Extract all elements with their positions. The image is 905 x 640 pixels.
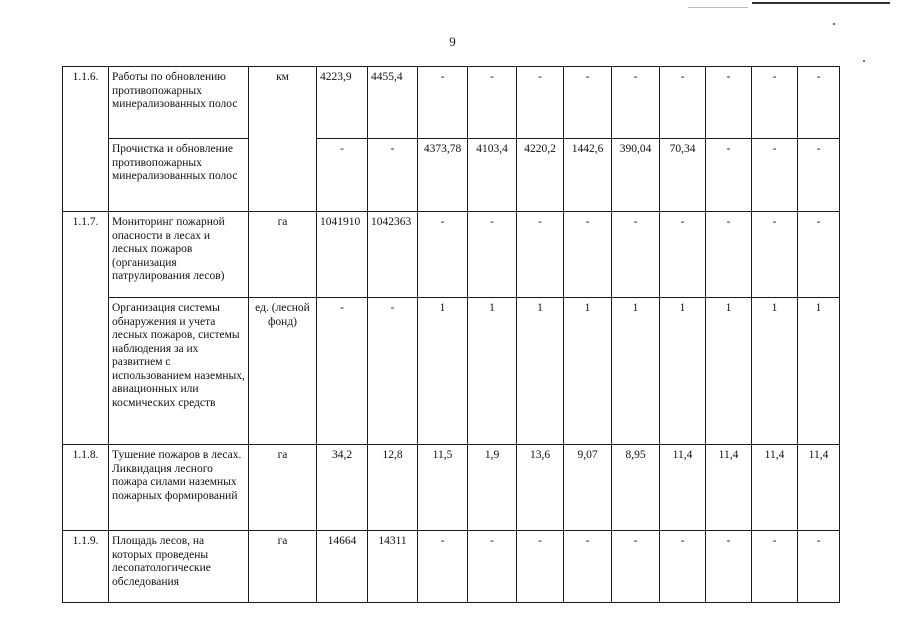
row-number: 1.1.8. — [63, 445, 109, 531]
value-cell: - — [752, 67, 798, 139]
value-cell: - — [660, 531, 706, 603]
value-cell: 14664 — [317, 531, 368, 603]
value-cell: 1 — [517, 298, 564, 445]
row-unit: га — [249, 212, 317, 298]
value-cell: 1 — [612, 298, 660, 445]
row-description: Работы по обновлению противопожарных минерализованных полос — [109, 67, 249, 139]
value-cell: 34,2 — [317, 445, 368, 531]
row-number: 1.1.6. — [63, 67, 109, 212]
value-cell: - — [706, 67, 752, 139]
value-cell: - — [517, 531, 564, 603]
row-unit: га — [249, 445, 317, 531]
value-cell: - — [468, 67, 517, 139]
value-cell: - — [660, 67, 706, 139]
value-cell: - — [660, 212, 706, 298]
value-cell: - — [317, 298, 368, 445]
value-cell: - — [706, 139, 752, 212]
value-cell: 4455,4 — [368, 67, 418, 139]
row-number: 1.1.9. — [63, 531, 109, 603]
value-cell: 8,95 — [612, 445, 660, 531]
value-cell: 1 — [468, 298, 517, 445]
row-description: Организация системы обнаружения и учета лесных пожаров, системы наблюдения за их развитием с использованием наземных, авиационных или космических средств — [109, 298, 249, 445]
row-description: Тушение пожаров в лесах. Ликвидация лесного пожара силами наземных пожарных формирований — [109, 445, 249, 531]
value-cell: 11,5 — [418, 445, 468, 531]
value-cell: 1442,6 — [564, 139, 612, 212]
value-cell: 1 — [798, 298, 840, 445]
value-cell: - — [418, 531, 468, 603]
value-cell: - — [468, 212, 517, 298]
value-cell: 1 — [418, 298, 468, 445]
value-cell: 4223,9 — [317, 67, 368, 139]
value-cell: 9,07 — [564, 445, 612, 531]
value-cell: - — [317, 139, 368, 212]
value-cell: 12,8 — [368, 445, 418, 531]
value-cell: 1042363 — [368, 212, 418, 298]
plan-table — [62, 66, 840, 603]
value-cell: - — [564, 67, 612, 139]
value-cell: 4373,78 — [418, 139, 468, 212]
value-cell: - — [418, 212, 468, 298]
value-cell: 4220,2 — [517, 139, 564, 212]
value-cell: - — [517, 212, 564, 298]
value-cell: 14311 — [368, 531, 418, 603]
table-row — [63, 139, 840, 212]
table-row — [63, 445, 840, 531]
value-cell: 13,6 — [517, 445, 564, 531]
value-cell: 4103,4 — [468, 139, 517, 212]
table-row — [63, 531, 840, 603]
value-cell: - — [752, 531, 798, 603]
value-cell: - — [752, 139, 798, 212]
value-cell: 11,4 — [798, 445, 840, 531]
value-cell: 390,04 — [612, 139, 660, 212]
value-cell: 1 — [706, 298, 752, 445]
value-cell: - — [612, 212, 660, 298]
row-unit: га — [249, 531, 317, 603]
value-cell: - — [706, 212, 752, 298]
scan-speck — [833, 23, 835, 25]
value-cell: - — [798, 67, 840, 139]
value-cell: - — [798, 531, 840, 603]
scan-speck — [863, 60, 865, 62]
value-cell: - — [564, 531, 612, 603]
row-number: 1.1.7. — [63, 212, 109, 445]
value-cell: - — [418, 67, 468, 139]
value-cell: 70,34 — [660, 139, 706, 212]
value-cell: - — [706, 531, 752, 603]
value-cell: - — [612, 67, 660, 139]
value-cell: 1 — [752, 298, 798, 445]
value-cell: - — [752, 212, 798, 298]
value-cell: 1,9 — [468, 445, 517, 531]
value-cell: - — [798, 212, 840, 298]
row-description: Мониторинг пожарной опасности в лесах и лесных пожаров (организация патрулирования лесов) — [109, 212, 249, 298]
value-cell: - — [798, 139, 840, 212]
value-cell: - — [612, 531, 660, 603]
value-cell: 11,4 — [752, 445, 798, 531]
value-cell: 1 — [660, 298, 706, 445]
table-row — [63, 298, 840, 445]
page-number: 9 — [449, 34, 456, 49]
scan-top-rule-faint — [688, 7, 748, 8]
row-description: Площадь лесов, на которых проведены лесопатологические обследования — [109, 531, 249, 603]
value-cell: 11,4 — [660, 445, 706, 531]
value-cell: - — [564, 212, 612, 298]
scan-top-rule — [752, 2, 890, 4]
value-cell: 11,4 — [706, 445, 752, 531]
value-cell: 1041910 — [317, 212, 368, 298]
table-row — [63, 67, 840, 139]
value-cell: - — [517, 67, 564, 139]
value-cell: - — [368, 298, 418, 445]
row-unit: ед. (лесной фонд) — [249, 298, 317, 445]
value-cell: - — [468, 531, 517, 603]
row-unit: км — [249, 67, 317, 212]
row-description: Прочистка и обновление противопожарных минерализованных полос — [109, 139, 249, 212]
table-row — [63, 212, 840, 298]
value-cell: 1 — [564, 298, 612, 445]
value-cell: - — [368, 139, 418, 212]
